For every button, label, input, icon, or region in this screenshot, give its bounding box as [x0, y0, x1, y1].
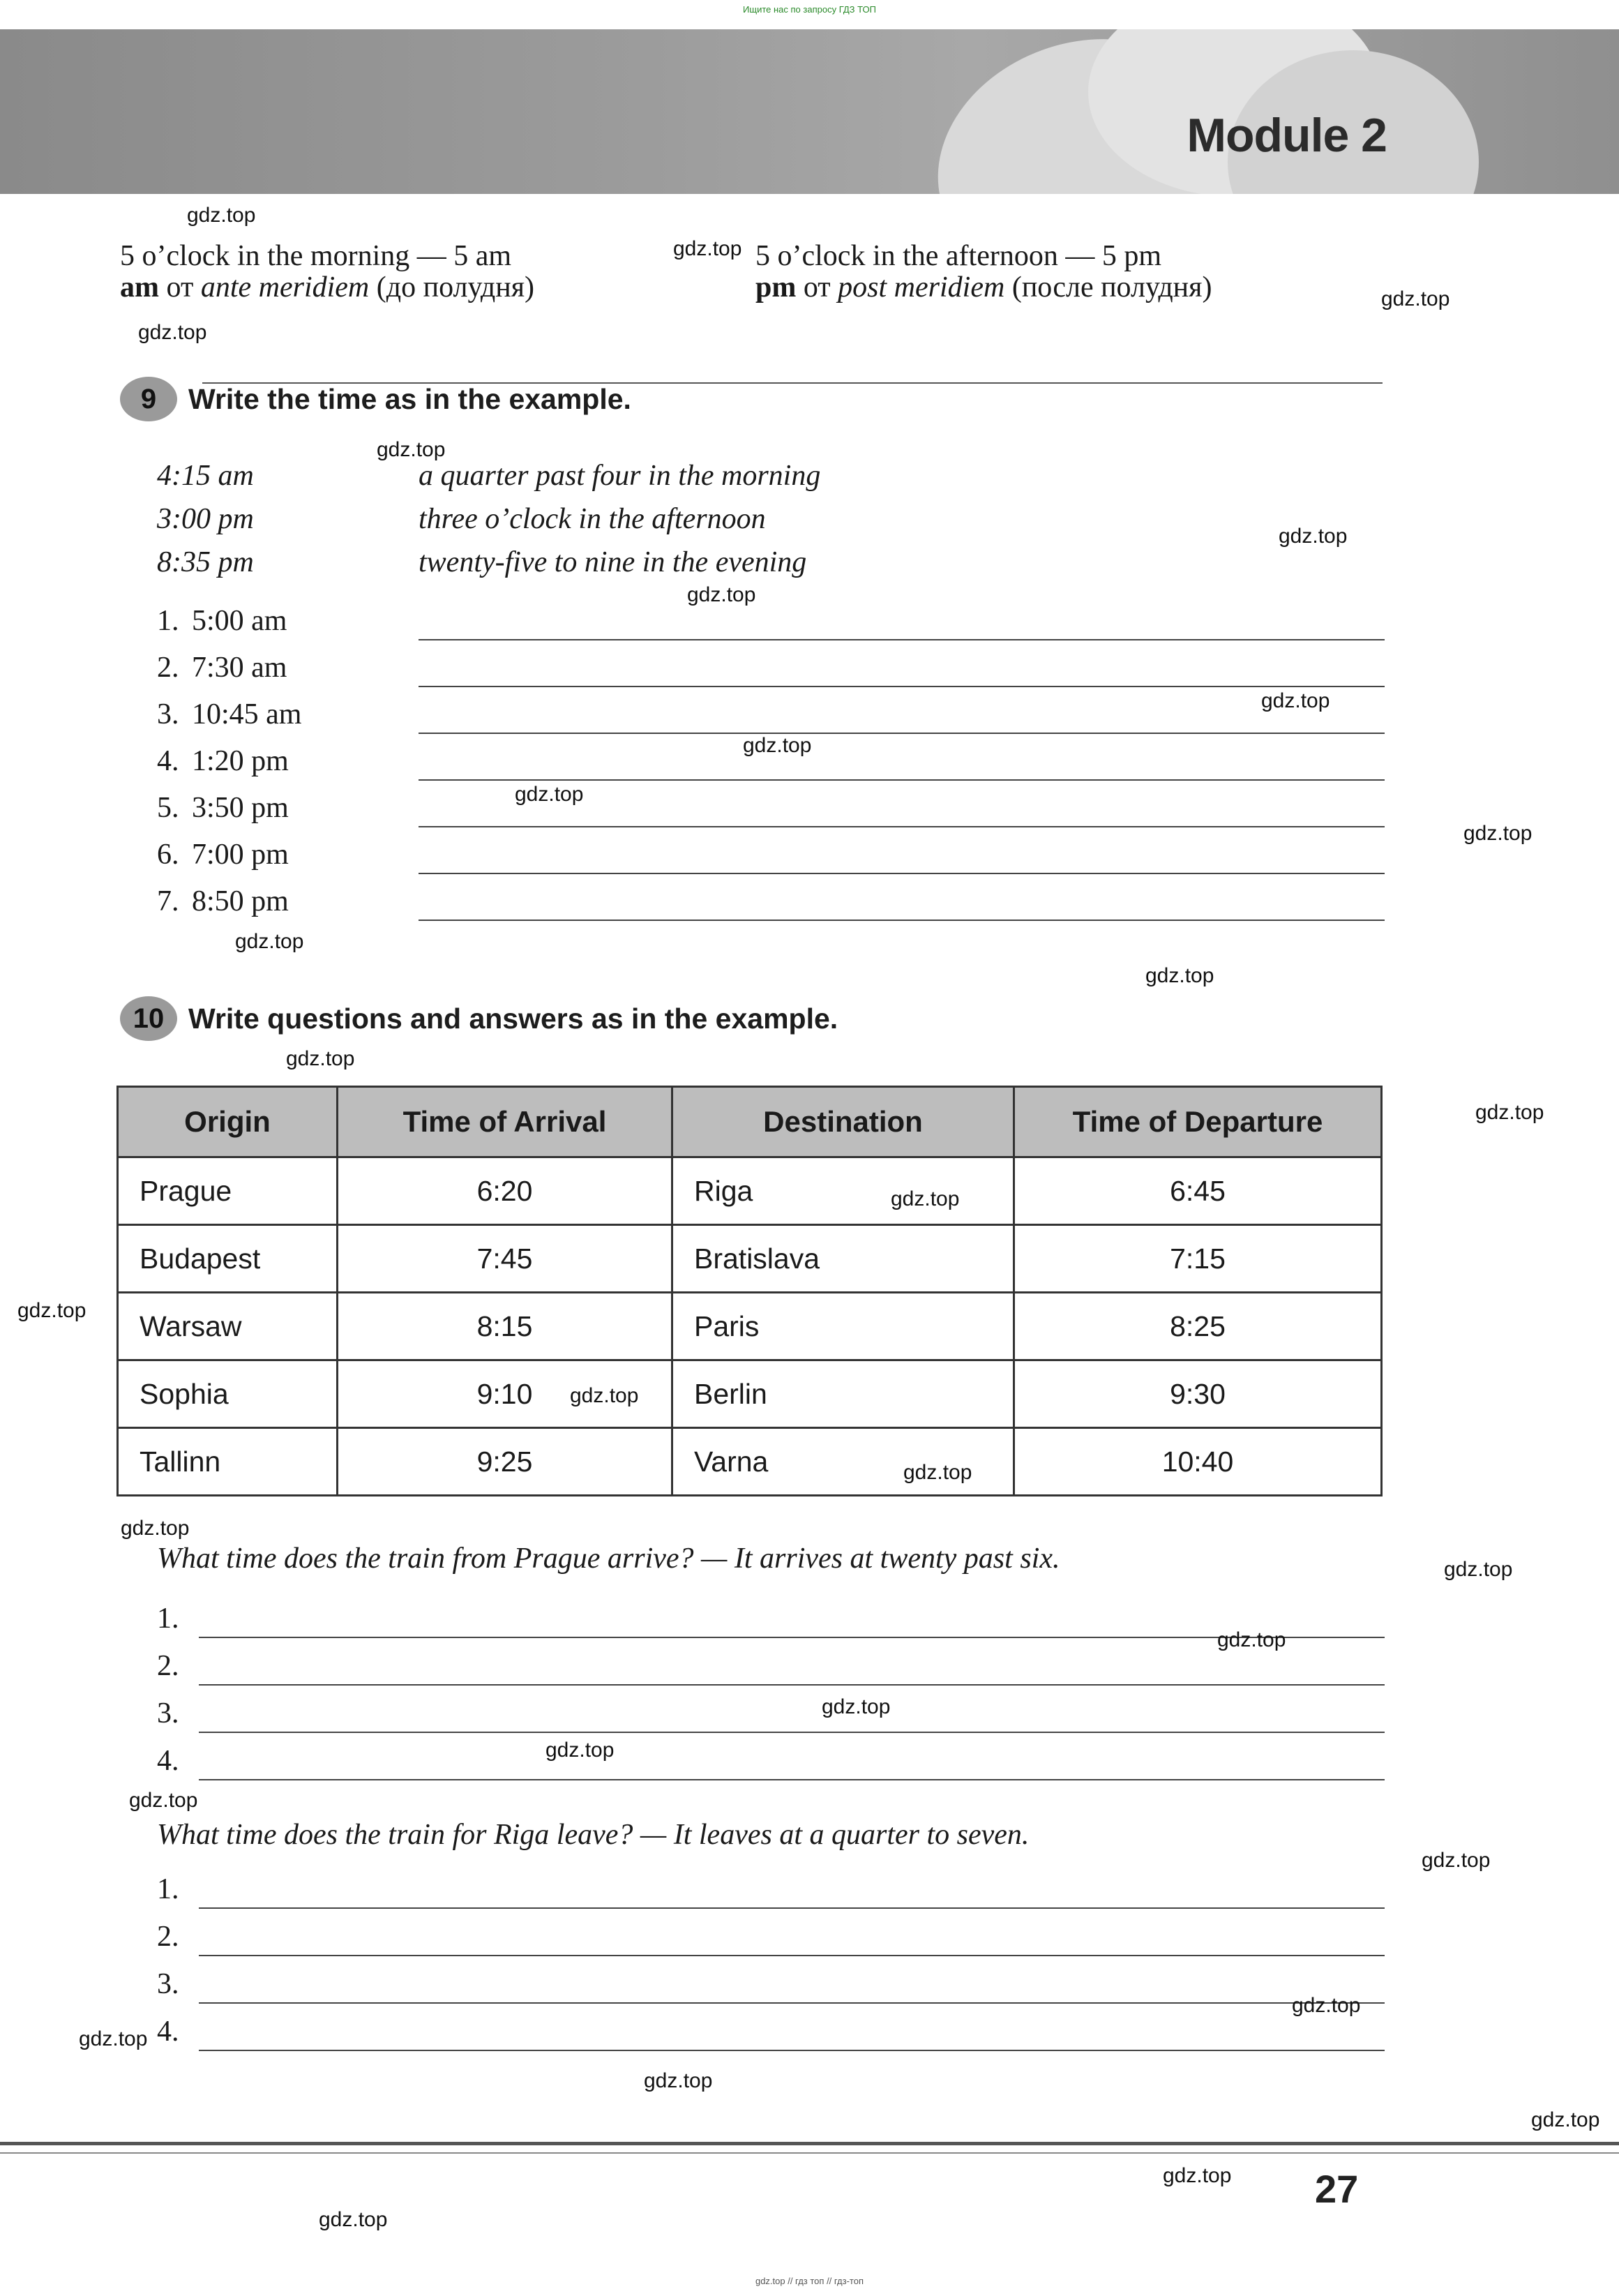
answer-row	[157, 1694, 1385, 1733]
watermark: gdz.top	[545, 1739, 615, 1762]
table-cell: Prague	[118, 1157, 338, 1225]
answer-row	[157, 1599, 1385, 1638]
answer-line[interactable]	[199, 1684, 1385, 1686]
task-row	[157, 648, 1385, 687]
answer-number: 2.	[157, 1921, 179, 1953]
answer-row	[157, 1741, 1385, 1780]
answer-line[interactable]	[419, 733, 1385, 734]
am-from: от	[166, 271, 194, 303]
watermark: gdz.top	[515, 783, 584, 806]
watermark: gdz.top	[673, 237, 742, 260]
example-time: 8:35 pm	[157, 546, 254, 578]
example-time: 3:00 pm	[157, 503, 254, 535]
table-row	[118, 1293, 1382, 1360]
table-cell: Riga	[672, 1157, 1014, 1225]
intro-pm-note	[755, 271, 1212, 304]
table-cell: 6:45	[1014, 1157, 1382, 1225]
module-title: Module 2	[1187, 109, 1387, 162]
exercise-number: 9	[120, 377, 177, 421]
answer-line[interactable]	[199, 2002, 1385, 2004]
answer-line[interactable]	[199, 1955, 1385, 1956]
footer-rule	[0, 2142, 1619, 2145]
table-row	[118, 1225, 1382, 1293]
column-header: Origin	[118, 1087, 338, 1157]
table-cell: 7:15	[1014, 1225, 1382, 1293]
table-row	[118, 1360, 1382, 1428]
task-row	[157, 835, 1385, 874]
bottom-note: gdz.top // гдз топ // гдз-топ	[755, 2276, 864, 2286]
table-cell: 9:30	[1014, 1360, 1382, 1428]
watermark: gdz.top	[187, 204, 256, 227]
answer-number: 3.	[157, 1697, 179, 1729]
exercise-title: Write the time as in the example.	[188, 382, 631, 415]
column-header: Time of Arrival	[338, 1087, 672, 1157]
task-row	[157, 882, 1385, 921]
watermark: gdz.top	[17, 1299, 86, 1322]
answer-number: 1.	[157, 1873, 179, 1905]
answer-row	[157, 1646, 1385, 1686]
table-cell: 10:40	[1014, 1428, 1382, 1496]
watermark: gdz.top	[891, 1187, 960, 1210]
column-header: Destination	[672, 1087, 1014, 1157]
table-cell: Paris	[672, 1293, 1014, 1360]
answer-row	[157, 1870, 1385, 1909]
watermark: gdz.top	[121, 1517, 190, 1540]
watermark: gdz.top	[138, 321, 207, 344]
table-cell: Tallinn	[118, 1428, 338, 1496]
watermark: gdz.top	[1145, 964, 1214, 987]
table-cell: 9:10	[338, 1360, 672, 1428]
am-latin: ante meridiem	[200, 271, 370, 303]
am-abbr: am	[120, 271, 159, 303]
watermark: gdz.top	[687, 583, 756, 606]
answer-line[interactable]	[419, 639, 1385, 640]
answer-line[interactable]	[419, 686, 1385, 687]
answer-line[interactable]	[199, 1779, 1385, 1780]
answer-row	[157, 1965, 1385, 2004]
answer-row	[157, 2012, 1385, 2051]
am-ru: (до полудня)	[376, 271, 535, 303]
watermark: gdz.top	[79, 2027, 148, 2050]
task-number: 6.	[157, 839, 179, 871]
watermark: gdz.top	[235, 930, 304, 953]
watermark: gdz.top	[1531, 2108, 1600, 2131]
table-cell: Warsaw	[118, 1293, 338, 1360]
watermark: gdz.top	[377, 438, 446, 461]
task-number: 5.	[157, 792, 179, 824]
task-row	[157, 788, 1385, 827]
answer-line[interactable]	[199, 2050, 1385, 2051]
task-number: 4.	[157, 745, 179, 777]
pm-abbr: pm	[755, 271, 797, 303]
watermark: gdz.top	[822, 1695, 891, 1718]
table-row	[118, 1428, 1382, 1496]
watermark: gdz.top	[1422, 1849, 1491, 1872]
top-note: Ищите нас по запросу ГДЗ ТОП	[743, 4, 876, 15]
watermark: gdz.top	[1163, 2164, 1232, 2187]
answer-line[interactable]	[419, 826, 1385, 827]
task-time: 8:50 pm	[192, 885, 289, 917]
task-number: 3.	[157, 698, 179, 730]
answer-line[interactable]	[199, 1907, 1385, 1909]
divider	[202, 382, 1383, 384]
example-text: three o’clock in the afternoon	[419, 503, 766, 535]
task-time: 1:20 pm	[192, 745, 289, 777]
table-cell: 8:15	[338, 1293, 672, 1360]
table-cell: 7:45	[338, 1225, 672, 1293]
watermark: gdz.top	[1381, 287, 1450, 310]
watermark: gdz.top	[286, 1047, 355, 1070]
answer-line[interactable]	[199, 1637, 1385, 1638]
task-time: 7:30 am	[192, 652, 287, 684]
answer-line[interactable]	[419, 873, 1385, 874]
task-number: 1.	[157, 605, 179, 637]
watermark: gdz.top	[129, 1789, 198, 1812]
table-cell: 9:25	[338, 1428, 672, 1496]
table-cell: 8:25	[1014, 1293, 1382, 1360]
answer-number: 3.	[157, 1968, 179, 2000]
watermark: gdz.top	[570, 1384, 639, 1407]
pm-latin: post meridiem	[838, 271, 1005, 303]
answer-row	[157, 1917, 1385, 1956]
train-timetable	[116, 1086, 1383, 1496]
intro-am-note	[120, 271, 534, 304]
task-time: 10:45 am	[192, 698, 302, 730]
task-number: 7.	[157, 885, 179, 917]
table-cell: 6:20	[338, 1157, 672, 1225]
table-cell: Berlin	[672, 1360, 1014, 1428]
answer-line[interactable]	[199, 1732, 1385, 1733]
watermark: gdz.top	[644, 2069, 713, 2092]
table-cell: Bratislava	[672, 1225, 1014, 1293]
example-time: 4:15 am	[157, 460, 254, 492]
column-header: Time of Departure	[1014, 1087, 1382, 1157]
pm-ru: (после полудня)	[1011, 271, 1212, 303]
watermark: gdz.top	[319, 2208, 388, 2231]
task-time: 5:00 am	[192, 605, 287, 637]
intro-morning: 5 o’clock in the morning — 5 am	[120, 240, 512, 272]
watermark: gdz.top	[1261, 689, 1330, 712]
answer-number: 4.	[157, 2016, 179, 2048]
watermark: gdz.top	[903, 1461, 972, 1484]
exercise-10-heading	[120, 996, 838, 1041]
answer-line[interactable]	[419, 920, 1385, 921]
answer-number: 1.	[157, 1603, 179, 1635]
watermark: gdz.top	[1217, 1628, 1286, 1651]
table-cell: Sophia	[118, 1360, 338, 1428]
example-question: What time does the train from Prague arrive? — It arrives at twenty past six.	[157, 1543, 1060, 1575]
table-row	[118, 1157, 1382, 1225]
footer-rule	[0, 2152, 1619, 2154]
example-text: a quarter past four in the morning	[419, 460, 821, 492]
watermark: gdz.top	[1279, 525, 1348, 548]
watermark: gdz.top	[1463, 822, 1533, 845]
watermark: gdz.top	[1444, 1558, 1513, 1581]
exercise-title: Write questions and answers as in the example.	[188, 1002, 838, 1035]
example-text: twenty-five to nine in the evening	[419, 546, 807, 578]
table-header-row	[118, 1087, 1382, 1157]
watermark: gdz.top	[1292, 1994, 1361, 2017]
pm-from: от	[803, 271, 831, 303]
page-number: 27	[1315, 2167, 1359, 2211]
table-cell: Budapest	[118, 1225, 338, 1293]
task-number: 2.	[157, 652, 179, 684]
answer-number: 2.	[157, 1650, 179, 1682]
answer-number: 4.	[157, 1745, 179, 1777]
task-time: 3:50 pm	[192, 792, 289, 824]
watermark: gdz.top	[1475, 1101, 1544, 1124]
example-question: What time does the train for Riga leave? — It leaves at a quarter to seven.	[157, 1819, 1030, 1851]
table-cell: Varna	[672, 1428, 1014, 1496]
watermark: gdz.top	[743, 734, 812, 757]
answer-line[interactable]	[419, 779, 1385, 781]
task-row	[157, 601, 1385, 640]
exercise-number: 10	[120, 996, 177, 1041]
intro-afternoon: 5 o’clock in the afternoon — 5 pm	[755, 240, 1162, 272]
task-row	[157, 695, 1385, 734]
task-time: 7:00 pm	[192, 839, 289, 871]
